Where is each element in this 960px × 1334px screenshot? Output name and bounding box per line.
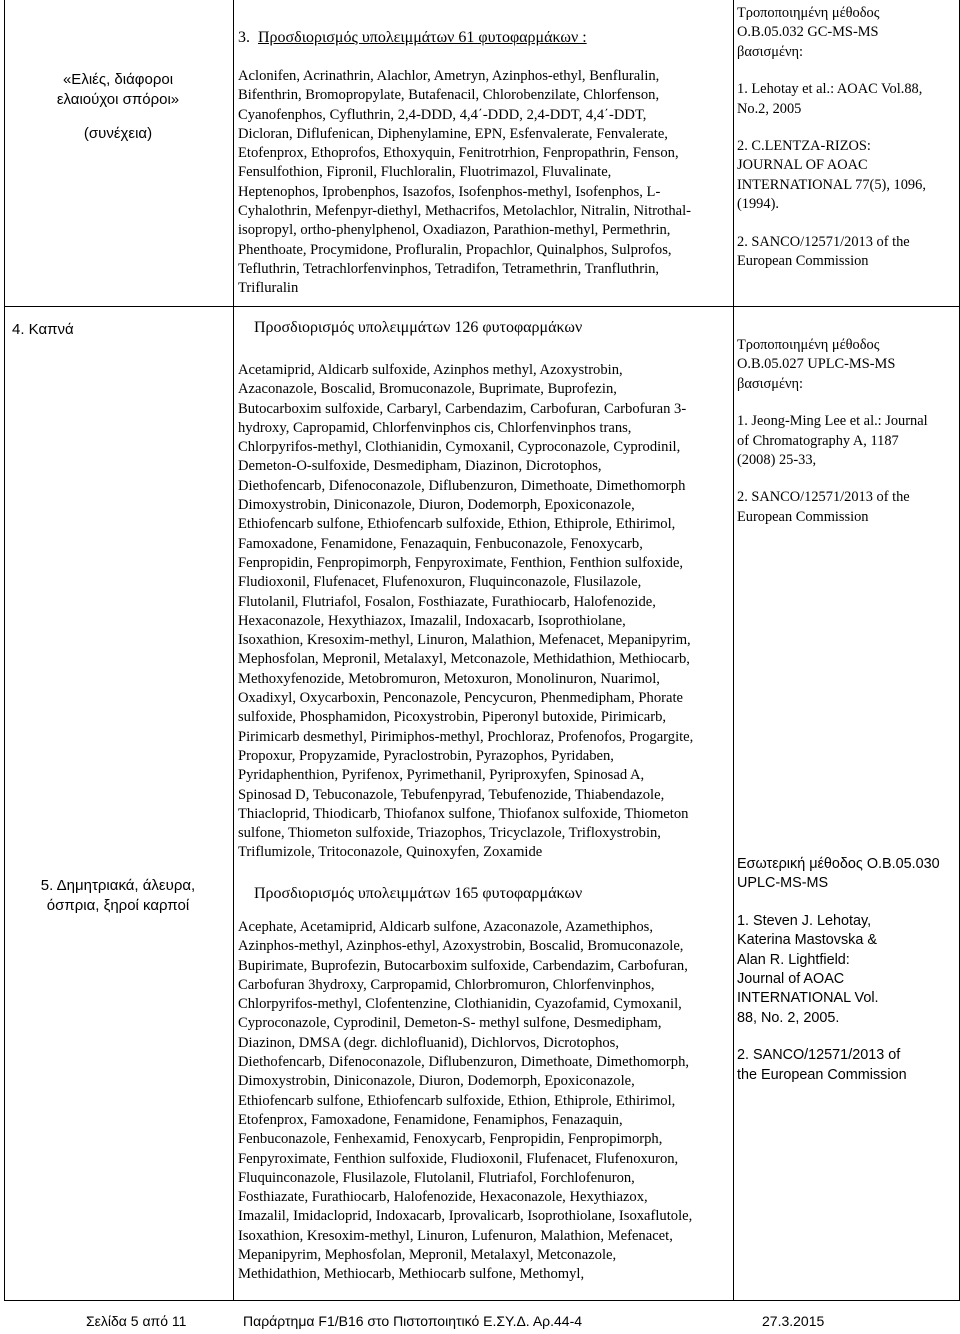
reference-line: European Commission [737, 253, 869, 270]
pesticide-line: Spinosad D, Tebuconazole, Tebufenpyrad, Tebufenozide, Thiabendazole, [238, 786, 665, 803]
pesticide-line: Propoxur, Propyzamide, Pyraclostrobin, Pyrazophos, Pyridaben, [238, 747, 614, 764]
row3-heading: Προσδιορισμός υπολειμμάτων 165 φυτοφαρμάκων [254, 885, 583, 902]
reference-line: 1. Jeong-Ming Lee et al.: Journal [737, 413, 928, 430]
row3-pesticide-list [238, 918, 724, 1285]
reference-line [737, 1028, 955, 1046]
footer-date: 27.3.2015 [762, 1313, 825, 1329]
reference-line: 2. SANCO/12571/2013 of the [737, 233, 910, 250]
reference-line: Εσωτερική μέθοδος Ο.Β.05.030 [737, 856, 940, 872]
reference-line [737, 215, 955, 233]
reference-line: Journal of AOAC [737, 971, 845, 988]
pesticide-line: Etofenprox, Ethoprofos, Ethoxyquin, Fenitrotrhion, Fenpropathrin, Fenson, [238, 145, 679, 162]
pesticide-line: Triflumizole, Tritoconazole, Quinoxyfen, Zoxamide [238, 844, 543, 861]
pesticide-line: Chlorpyrifos-methyl, Clofentenzine, Clothianidin, Cyazofamid, Cymoxanil, [238, 996, 682, 1013]
reference-line [737, 894, 955, 912]
reference-line [737, 470, 955, 488]
row1-method-reference [737, 4, 955, 271]
pesticide-line: Demeton-O-sulfoxide, Desmedipham, Diazinon, Dicrotophos, [238, 458, 602, 475]
row1-category: «Ελιές, διάφοροι ελαιούχοι σπόροι» (συνέχεια) [8, 70, 228, 144]
pesticide-line: Fludioxonil, Flufenacet, Flufenoxuron, Fluquinconazole, Flusilazole, [238, 574, 642, 591]
pesticide-line: Trifluralin [238, 280, 299, 297]
pesticide-line: Azinphos-methyl, Azinphos-ethyl, Azoxystrobin, Boscalid, Bromuconazole, [238, 938, 684, 955]
reference-line: the European Commission [737, 1066, 907, 1083]
reference-line: European Commission [737, 508, 869, 525]
pesticide-line: Dimoxystrobin, Diniconazole, Diuron, Dodemorph, Epoxiconazole, [238, 497, 635, 514]
row1-heading-number: 3. [238, 29, 250, 46]
row2-heading: Προσδιορισμός υπολειμμάτων 126 φυτοφαρμάκων [254, 319, 583, 336]
pesticide-line: Carbofuran 3hydroxy, Carpropamid, Chlorbromuron, Chlorfenvinphos, [238, 976, 655, 993]
pesticide-line: Fosthiazate, Furathiocarb, Halofenozide, Hexaconazole, Hexythiazox, [238, 1189, 648, 1206]
reference-line: Katerina Mastovska & [737, 932, 877, 949]
reference-line: Ο.Β.05.027 UPLC-MS-MS [737, 356, 896, 373]
reference-line: (2008) 25-33, [737, 452, 817, 469]
reference-line: 88, No. 2, 2005. [737, 1009, 840, 1026]
pesticide-line: Aclonifen, Acrinathrin, Alachlor, Ametryn, Azinphos-ethyl, Benfluralin, [238, 68, 660, 84]
pesticide-line: Methidathion, Methiocarb, Methiocarb sulfone, Methomyl, [238, 1266, 585, 1283]
pesticide-line: Thiacloprid, Thiodicarb, Thiofanox sulfone, Thiofanox sulfoxide, Thiometon [238, 805, 689, 822]
pesticide-line: Fenbuconazole, Fenhexamid, Fenoxycarb, Fenpropidin, Fenpropimorph, [238, 1131, 663, 1148]
reference-line: βασισμένη: [737, 43, 804, 60]
pesticide-line: Mephosfolan, Mepronil, Metalaxyl, Metconazole, Methidathion, Methiocarb, [238, 651, 690, 668]
pesticide-line: Flutolanil, Flutriafol, Fosalon, Fosthiazate, Furathiocarb, Halofenozide, [238, 593, 656, 610]
pesticide-line: Acephate, Acetamiprid, Aldicarb sulfone, Azaconazole, Azamethiphos, [238, 919, 653, 935]
pesticide-line: Diazinon, DMSA (degr. dichlofluanid), Dichlorvos, Dicrotophos, [238, 1034, 620, 1051]
pesticide-line: Fenpropidin, Fenpropimorph, Fenpyroximate, Fenthion, Fenthion sulfoxide, [238, 554, 684, 571]
pesticide-line: Diethofencarb, Difenoconazole, Diflubenzuron, Dimethoate, Dimethomorph, [238, 1054, 690, 1071]
pesticide-line: Hexaconazole, Hexythiazox, Imazalil, Indoxacarb, Isoprothiolane, [238, 612, 626, 629]
row1-pesticide-list [238, 67, 724, 299]
pesticide-line: Isoxathion, Kresoxim-methyl, Linuron, Lufenuron, Malathion, Mefenacet, [238, 1227, 673, 1244]
pesticide-line: Phenthoate, Procymidone, Profluralin, Propachlor, Quinalphos, Sulprofos, [238, 241, 672, 258]
reference-line: 2. C.LENTZA-RIZOS: [737, 138, 871, 155]
pesticide-line: Cyproconazole, Cyprodinil, Demeton-S- methyl sulfone, Desmedipham, [238, 1015, 662, 1032]
reference-line: Alan R. Lightfield: [737, 951, 850, 968]
pesticide-line: Fensulfothion, Fipronil, Fluchloralin, Fluotrimazol, Fluvalinate, [238, 164, 612, 181]
column-divider [233, 0, 234, 1300]
reference-line: No.2, 2005 [737, 100, 802, 117]
reference-line: INTERNATIONAL Vol. [737, 990, 879, 1007]
row3-method-reference [737, 855, 955, 1085]
reference-line: of Chromatography A, 1187 [737, 432, 899, 449]
reference-line: JOURNAL OF AOAC [737, 157, 868, 174]
pesticide-line: Etofenprox, Famoxadone, Fenamidone, Fenamiphos, Fenazaquin, [238, 1111, 623, 1128]
row3-category: 5. Δημητριακά, άλευρα, όσπρια, ξηροί καρποί [40, 877, 196, 914]
pesticide-line: Acetamiprid, Aldicarb sulfoxide, Azinphos methyl, Azoxystrobin, [238, 362, 623, 378]
pesticide-line: Diethofencarb, Difenoconazole, Diflubenzuron, Dimethoate, Dimethomorph [238, 477, 686, 494]
row1-heading [238, 28, 724, 48]
row2-method-reference [737, 336, 955, 527]
pesticide-line: Isoxathion, Kresoxim-methyl, Linuron, Malathion, Mefenacet, Mepanipyrim, [238, 632, 691, 649]
pesticide-line: Cyhalothrin, Mefenpyr-diethyl, Methacrifos, Metolachlor, Nitralin, Nitrothal- [238, 203, 692, 220]
pesticide-line: Tefluthrin, Tetrachlorfenvinphos, Tetradifon, Tetramethrin, Tranfluthrin, [238, 260, 660, 277]
pesticide-line: Mepanipyrim, Mephosfolan, Mepronil, Metalaxyl, Metconazole, [238, 1247, 617, 1264]
pesticide-line: Famoxadone, Fenamidone, Fenazaquin, Fenbuconazole, Fenoxycarb, [238, 535, 643, 552]
pesticide-line: Heptenophos, Iprobenphos, Isazofos, Isofenphos-methyl, Isofenphos, L- [238, 183, 661, 200]
row-divider [5, 306, 959, 307]
reference-line: Ο.Β.05.032 GC-MS-MS [737, 24, 879, 41]
pesticide-line: isopropyl, ortho-phenylphenol, Oxadiazon, Parathion-methyl, Permethrin, [238, 222, 671, 239]
pesticide-line: Dimoxystrobin, Diniconazole, Diuron, Dodemorph, Epoxiconazole, [238, 1073, 635, 1090]
reference-line: 1. Steven J. Lehotay, [737, 912, 872, 929]
pesticide-line: Azaconazole, Boscalid, Bromuconazole, Buprimate, Buprofezin, [238, 381, 617, 398]
reference-line: UPLC-MS-MS [737, 875, 829, 892]
pesticide-line: hydroxy, Caprоpamid, Chlorfenvinphos cis, Chlorfenvinphos trans, [238, 419, 632, 436]
reference-line: 2. SANCO/12571/2013 of [737, 1047, 901, 1064]
pesticide-line: Bifenthrin, Bromopropylate, Butafenacil, Chlorobenzilate, Chlorfenson, [238, 87, 660, 104]
pesticide-line: Cyanofenphos, Cyfluthrin, 2,4-DDD, 4,4΄-DDD, 2,4-DDT, 4,4΄-DDT, [238, 106, 647, 123]
pesticide-line: Butocarboxim sulfoxide, Carbaryl, Carbendazim, Carbofuran, Carbofuran 3- [238, 400, 687, 417]
reference-line [737, 62, 955, 80]
pesticide-line: Imazalil, Imidacloprid, Indoxacarb, Iprovalicarb, Isoprothiolane, Isoxaflutole, [238, 1208, 693, 1225]
pesticide-line: sulfoxide, Phosphamidon, Picoxystrobin, Piperonyl butoxide, Pirimicarb, [238, 709, 667, 726]
pesticide-line: Oxadixyl, Oxycarboxin, Penconazole, Pencycuron, Phenmedipham, Phorate [238, 690, 683, 707]
reference-line: Τροποποιημένη μέθοδος [737, 5, 880, 21]
footer-annex: Παράρτημα F1/B16 στο Πιστοποιητικό Ε.ΣΥ.Δ. Αρ.44-4 [243, 1313, 583, 1329]
row1-category-note: (συνέχεια) [83, 125, 153, 142]
reference-line [737, 119, 955, 137]
pesticide-line: Chlorpyrifos-methyl, Clothianidin, Cymoxanil, Cyproconazole, Cyprodinil, [238, 439, 681, 456]
pesticide-line: Ethiofencarb sulfone, Ethiofencarb sulfoxide, Ethion, Ethiprole, Ethirimol, [238, 1092, 676, 1109]
row2-pesticide-list [238, 361, 724, 863]
pesticide-line: Pyridaphenthion, Pyrifenox, Pyrimethanil, Pyriproxyfen, Spinosad A, [238, 767, 645, 784]
pesticide-line: sulfone, Thiometon sulfoxide, Triazophos, Tricyclazole, Trifloxystrobin, [238, 825, 661, 842]
pesticide-line: Methoxyfenozide, Metobromuron, Metoxuron, Monolinuron, Nuarimol, [238, 670, 660, 687]
reference-line: 1. Lehotay et al.: AOAC Vol.88, [737, 81, 923, 98]
reference-line: (1994). [737, 196, 779, 213]
pesticide-line: Pirimicarb desmethyl, Pirimiphos-methyl, Prochloraz, Profenofos, Progargite, [238, 728, 694, 745]
column-divider [733, 0, 734, 1300]
reference-line: INTERNATIONAL 77(5), 1096, [737, 176, 926, 193]
footer-page-number: Σελίδα 5 από 11 [86, 1313, 187, 1329]
pesticide-line: Dicloran, Diflufenican, Diphenylamine, EPN, Esfenvalerate, Fenvalerate, [238, 125, 668, 142]
pesticide-line: Bupirimate, Buprofezin, Butocarboxim sulfoxide, Carbendazim, Carbofuran, [238, 957, 688, 974]
reference-line: 2. SANCO/12571/2013 of the [737, 489, 910, 506]
pesticide-line: Fenpyroximate, Fenthion sulfoxide, Fludioxonil, Flufenacet, Flufenoxuron, [238, 1150, 679, 1167]
pesticide-line: Ethiofencarb sulfone, Ethiofencarb sulfoxide, Ethion, Ethiprole, Ethirimol, [238, 516, 676, 533]
reference-line: βασισμένη: [737, 375, 804, 392]
pesticide-line: Fluquinconazole, Flusilazole, Flutolanil, Flutriafol, Forchlofenuron, [238, 1169, 635, 1186]
reference-line: Τροποποιημένη μέθοδος [737, 337, 880, 353]
row2-category: 4. Καπνά [12, 321, 74, 338]
row1-heading-text: Προσδιορισμός υπολειμμάτων 61 φυτοφαρμάκων : [258, 29, 587, 46]
reference-line [737, 394, 955, 412]
